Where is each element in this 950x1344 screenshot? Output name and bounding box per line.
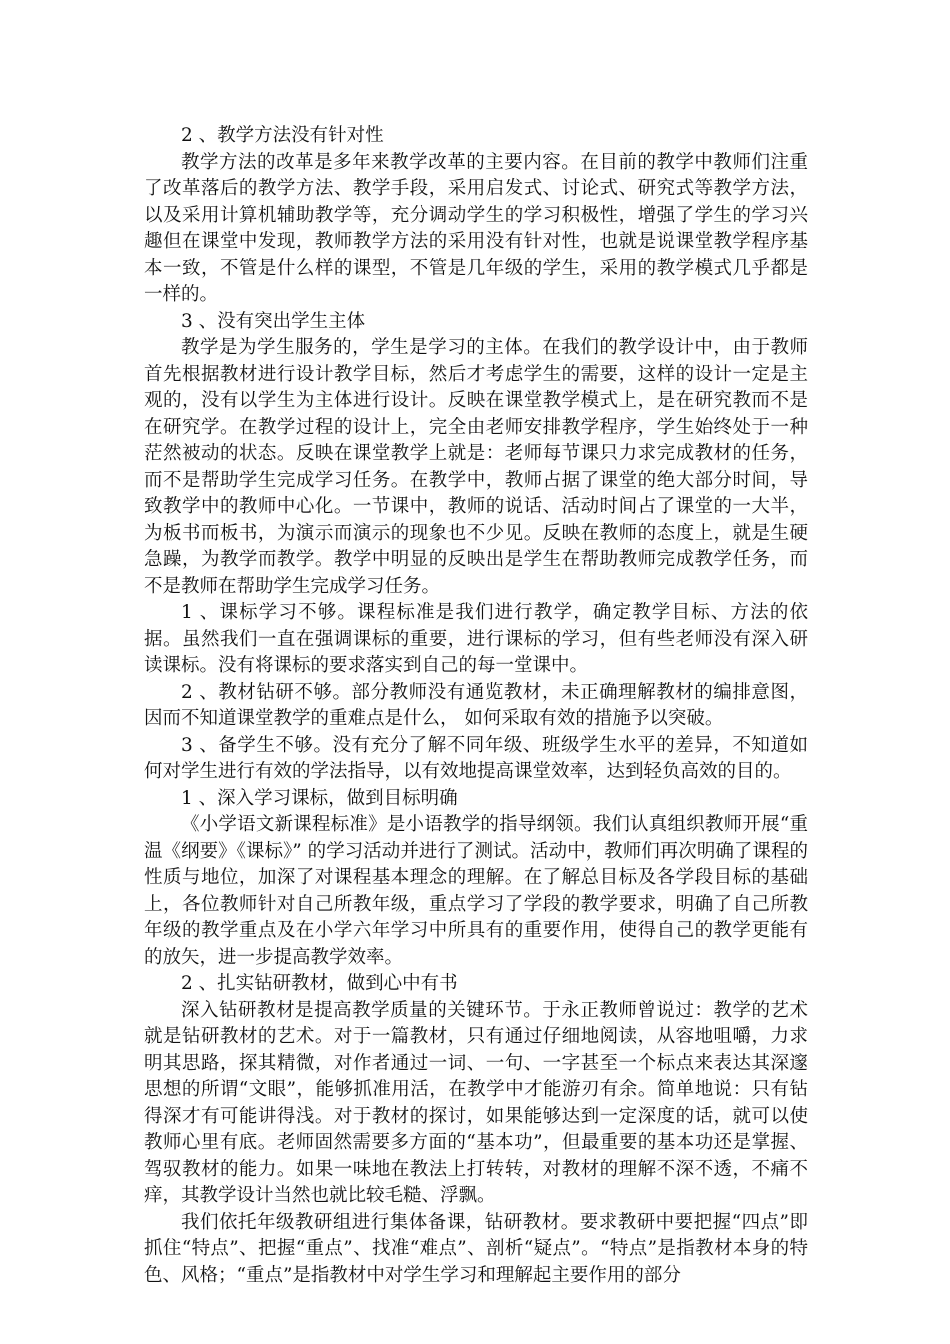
section-heading-textbook-research: 2 、扎实钻研教材，做到心中有书 [181,973,458,994]
paragraph-teaching-method: 教学方法的改革是多年来教学改革的主要内容。在目前的教学中教师们注重了改革落后的教学方法、教学手段，采用启发式、讨论式、研究式等教学方法，以及采用计算机辅助教学等，充分调动学生的学习积极性，增强了学生的学习兴趣但在课堂中发现，教师教学方法的采用没有针对性，也就是说课堂教学程序基本一致，不管是什么样的课型，不管是几年级的学生，采用的教学模式几乎都是一样的。 [144,151,808,305]
paragraph-collective-preparation: 我们依托年级教研组进行集体备课，钻研教材。要求教研中要把握“四点”即抓住“特点”、把握“重点”、找准“难点”、剖析“疑点”。“特点”是指教材本身的特色、风格；“重点”是指教材中对学生学习和理解起主要作用的部分 [144,1211,808,1286]
paragraph-student-subject: 教学是为学生服务的，学生是学习的主体。在我们的教学设计中，由于教师首先根据教材进行设计教学目标，然后才考虑学生的需要，这样的设计一定是主观的，没有以学生为主体进行设计。反映在课堂教学模式上，是在研究教而不是在研究学。在教学过程的设计上，完全由老师安排教学程序，学生始终处于一种茫然被动的状态。反映在课堂教学上就是：老师每节课只力求完成教材的任务，而不是帮助学生完成学习任务。在教学中，教师占据了课堂的绝大部分时间，导致教学中的教师中心化。一节课中，教师的说话、活动时间占了课堂的一大半，为板书而板书，为演示而演示的现象也不少见。反映在教师的态度上，就是生硬急躁，为教学而教学。教学中明显的反映出是学生在帮助教师完成教学任务，而不是教师在帮助学生完成学习任务。 [144,337,808,597]
paragraph-textbook-research: 深入钻研教材是提高教学质量的关键环节。于永正教师曾说过：教学的艺术就是钻研教材的艺术。对于一篇教材，只有通过仔细地阅读，从容地咀嚼，力求明其思路，探其精微，对作者通过一词、一句、一字甚至一个标点来表达其深邃思想的所谓“文眼”，能够抓准用活，在教学中才能游刃有余。简单地说：只有钻得深才有可能讲得浅。对于教材的探讨，如果能够达到一定深度的话，就可以使教师心里有底。老师固然需要多方面的“基本功”，但最重要的基本功还是掌握、驾驭教材的能力。如果一味地在教法上打转转，对教材的理解不深不透，不痛不痒，其教学设计当然也就比较毛糙、浮飘。 [144,999,808,1206]
paragraph-textbook-study: 2 、教材钻研不够。部分教师没有通览教材，未正确理解教材的编排意图，因而不知道课堂教学的重难点是什么， 如何采取有效的措施予以突破。 [144,681,808,729]
section-heading-curriculum-goals: 1 、深入学习课标，做到目标明确 [181,787,458,809]
paragraph-curriculum-goals: 《小学语文新课程标准》是小语教学的指导纲领。我们认真组织教师开展“重温《纲要》《课标》” 的学习活动并进行了测试。活动中，教师们再次明确了课程的性质与地位，加深了对课程基本理念的理解。在了解总目标及各学段目标的基础上，各位教师针对自己所教年级，重点学习了学段的教学要求，明确了自己所教年级的教学重点及在小学六年学习中所具有的重要作用，使得自己的教学更能有的放矢，进一步提高教学效率。 [144,814,808,968]
section-heading-teaching-method: 2 、教学方法没有针对性 [181,125,384,146]
paragraph-curriculum-study: 1 、课标学习不够。课程标准是我们进行教学，确定教学目标、方法的依据。虽然我们一直在强调课标的重要，进行课标的学习，但有些老师没有深入研读课标。没有将课标的要求落实到自己的每一堂课中。 [144,602,808,676]
section-heading-student-subject: 3 、没有突出学生主体 [181,310,366,332]
paragraph-student-preparation: 3 、备学生不够。没有充分了解不同年级、班级学生水平的差异，不知道如何对学生进行有效的学法指导，以有效地提高课堂效率，达到轻负高效的目的。 [144,734,808,782]
document-page [144,123,808,1289]
